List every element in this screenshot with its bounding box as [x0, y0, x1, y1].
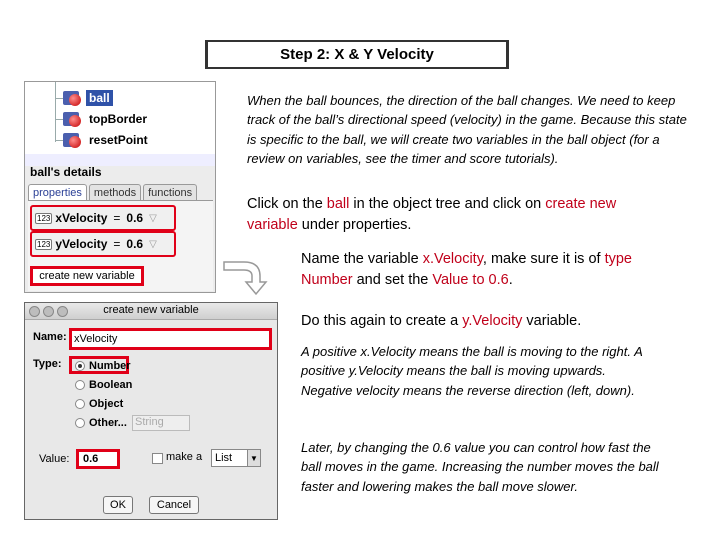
cancel-button[interactable]: Cancel — [149, 496, 199, 514]
equals-sign: = — [113, 237, 121, 251]
chevron-down-icon[interactable]: ▼ — [247, 449, 261, 467]
type-boolean-radio[interactable] — [75, 379, 132, 391]
repeat-instruction — [301, 311, 681, 332]
type-other-radio[interactable] — [75, 417, 127, 429]
type-option-label: Other... — [89, 417, 127, 429]
radio-selected-icon — [75, 361, 85, 371]
tab-properties[interactable]: properties — [28, 184, 87, 201]
slide-title-text: Step 2: X & Y Velocity — [280, 46, 434, 63]
text-run-highlight: ball — [326, 196, 350, 212]
name-instruction — [301, 249, 671, 291]
speed-explanation: Later, by changing the 0.6 value you can control how fast the ball moves in the game. Increasing the number moves the ball faster and lowering makes the ball move slower. — [301, 440, 659, 494]
intro-paragraph: When the ball bounces, the direction of the ball changes. We need to keep track of the ball’s directional speed (velocity) in the game. Because this state is specific to the ball, we will create two variables in the ball object (for a review on variables, see the timer and score tutorials). — [247, 93, 687, 166]
type-option-label: Object — [89, 398, 124, 410]
radio-icon — [75, 380, 85, 390]
text-run: Name the variable — [301, 251, 423, 267]
value-input[interactable]: 0.6 — [76, 449, 120, 469]
ok-button[interactable]: OK — [103, 496, 133, 514]
make-a-label: make a — [166, 451, 203, 463]
slide-title — [205, 40, 509, 69]
details-title: ball's details — [30, 165, 102, 179]
tree-node-label: topBorder — [89, 112, 147, 126]
text-run-highlight: type Number — [301, 251, 632, 288]
tree-node-label: resetPoint — [89, 133, 148, 147]
text-run-highlight: x.Velocity — [422, 251, 483, 267]
variable-yvelocity[interactable] — [30, 231, 176, 257]
text-run: and set the — [352, 272, 433, 288]
dialog-titlebar — [25, 303, 277, 320]
click-instruction — [247, 194, 667, 236]
object-tree — [25, 82, 215, 154]
radio-icon — [75, 399, 85, 409]
type-number-radio[interactable] — [75, 360, 131, 372]
velocity-explanation: A positive x.Velocity means the ball is moving to the right. A positive y.Velocity means the ball is moving upwards. Negative velocity means the reverse direction (left, down). — [301, 344, 643, 398]
number-type-icon: 123 — [37, 239, 51, 249]
text-run: , make sure it is of — [482, 251, 605, 267]
create-variable-dialog — [24, 302, 278, 520]
type-label: Type: — [33, 358, 62, 370]
radio-icon — [75, 418, 85, 428]
type-object-radio[interactable] — [75, 398, 123, 410]
object-icon — [63, 131, 83, 149]
text-run-highlight: create new variable — [247, 196, 617, 233]
other-type-dropdown[interactable]: String — [132, 415, 190, 431]
tree-connector — [55, 82, 56, 142]
variable-value[interactable]: 0.6 — [126, 211, 144, 225]
tree-node-topborder[interactable] — [63, 109, 150, 129]
variable-xvelocity[interactable] — [30, 205, 176, 231]
tree-node-resetpoint[interactable] — [63, 130, 151, 150]
number-type-icon: 123 — [37, 213, 51, 223]
type-option-label: Number — [89, 360, 131, 372]
properties-panel — [28, 200, 213, 291]
equals-sign: = — [113, 211, 121, 225]
object-icon — [63, 110, 83, 128]
type-option-label: Boolean — [89, 379, 133, 391]
tree-node-ball[interactable] — [63, 88, 113, 108]
tab-methods[interactable]: methods — [89, 184, 141, 201]
variable-name: yVelocity — [55, 237, 108, 251]
object-tree-screenshot — [24, 81, 216, 293]
tab-functions[interactable]: functions — [143, 184, 197, 201]
text-run: . — [508, 272, 513, 288]
value-label: Value: — [39, 453, 70, 465]
text-run-highlight: Value to 0.6 — [432, 272, 509, 288]
details-tabs — [28, 184, 199, 201]
variable-name: xVelocity — [55, 211, 108, 225]
variable-value[interactable]: 0.6 — [126, 237, 144, 251]
variable-name-input[interactable]: xVelocity — [69, 328, 272, 350]
text-run-highlight: y.Velocity — [462, 313, 523, 329]
make-list-checkbox[interactable] — [152, 453, 163, 464]
name-label: Name: — [33, 331, 67, 343]
text-run: Do this again to create a — [301, 313, 463, 329]
curved-arrow-icon — [222, 258, 278, 298]
text-run: under properties. — [297, 217, 412, 233]
create-new-variable-button[interactable]: create new variable — [30, 266, 144, 286]
dialog-title: create new variable — [103, 304, 199, 316]
ball-object-icon — [63, 89, 83, 107]
chevron-down-icon[interactable]: ▽ — [149, 212, 157, 224]
text-run: variable. — [522, 313, 582, 329]
text-run: Click on the — [247, 196, 327, 212]
tree-node-label: ball — [86, 90, 113, 106]
list-dropdown[interactable]: List — [211, 449, 261, 467]
text-run: in the object tree and click on — [349, 196, 546, 212]
chevron-down-icon[interactable]: ▽ — [149, 238, 157, 250]
